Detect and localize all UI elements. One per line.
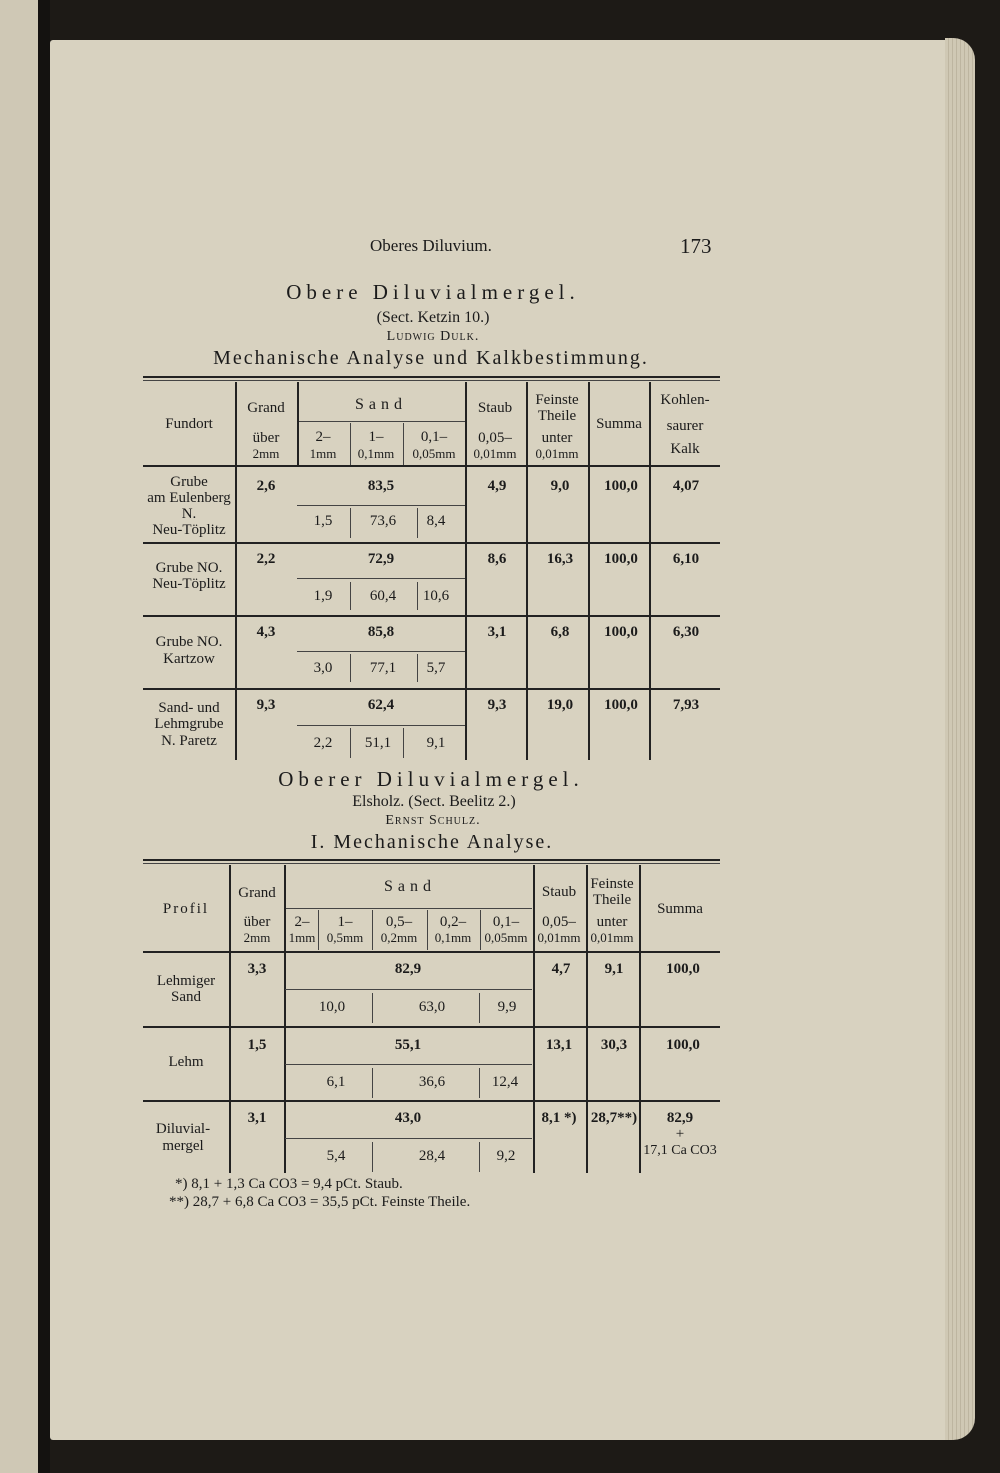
t1-header-sand3: 0,1– (420, 429, 448, 445)
t2-header-profil: Profil (162, 901, 210, 917)
summa-plus: + (675, 1126, 685, 1142)
fundort-line: Grube NO. (155, 634, 223, 650)
feinste-value: 30,3 (600, 1037, 628, 1053)
section2-author: Ernst Schulz. (385, 813, 481, 828)
section1-sect: (Sect. Ketzin 10.) (376, 309, 490, 326)
t2-header-sand5-unit: 0,05mm (484, 930, 528, 945)
sand-fraction: 9,9 (497, 999, 517, 1015)
book-gutter (38, 0, 50, 1473)
staub-value: 13,1 (545, 1037, 573, 1053)
fundort-line: Grube (170, 474, 208, 490)
t1-header-sand: Sand (355, 396, 407, 413)
sand-fraction: 10,6 (422, 588, 450, 604)
grand-value: 3,1 (247, 1110, 267, 1126)
t2-header-sand3-unit: 0,2mm (380, 930, 418, 945)
sand-fraction: 2,2 (313, 735, 333, 751)
sand-fraction: 5,4 (326, 1148, 346, 1164)
t1-header-sand2-unit: 0,1mm (357, 446, 395, 461)
sand-fraction: 51,1 (364, 735, 392, 751)
fundort-line: Lehmgrube (154, 716, 224, 732)
fundort-line: Neu-Töplitz (152, 576, 226, 592)
profil-line: Diluvial- (155, 1121, 211, 1137)
profil-line: Sand (171, 989, 201, 1005)
grand-value: 9,3 (256, 697, 276, 713)
staub-value: 4,7 (551, 961, 571, 977)
summa-value: 82,9 (666, 1110, 694, 1126)
profil-line: Lehmiger (156, 973, 216, 989)
t1-header-summa: Summa (596, 416, 642, 432)
t2-header-staub-sub2: 0,01mm (537, 930, 581, 945)
t2-header-feinste-sub1: unter (596, 914, 628, 930)
kalk-value: 4,07 (672, 478, 700, 494)
page-edges (945, 38, 975, 1440)
t1-header-sand1-unit: 1mm (309, 446, 337, 461)
sand-fraction: 12,4 (491, 1074, 519, 1090)
sand-total: 55,1 (394, 1037, 422, 1053)
summa-value: 100,0 (666, 1037, 700, 1053)
t2-header-sand4-unit: 0,1mm (434, 930, 472, 945)
t2-header-sand5: 0,1– (492, 914, 520, 930)
sand-total: 62,4 (367, 697, 395, 713)
staub-value: 8,1 *) (541, 1110, 577, 1126)
t2-header-grand-sub2: 2mm (243, 930, 271, 945)
t2-header-sand2-unit: 0,5mm (326, 930, 364, 945)
summa-value: 100,0 (666, 961, 700, 977)
kalk-value: 7,93 (672, 697, 700, 713)
t2-header-grand: Grand (238, 885, 276, 901)
t2-header-sand2: 1– (337, 914, 353, 930)
summa-value: 100,0 (604, 697, 638, 713)
fundort-line: Neu-Töplitz (152, 522, 226, 538)
section1-title: Obere Diluvialmergel. (286, 280, 580, 304)
sand-fraction: 28,4 (418, 1148, 446, 1164)
t1-header-saurer: saurer (666, 418, 704, 434)
sand-fraction: 1,5 (313, 513, 333, 529)
t1-header-staub: Staub (477, 400, 513, 416)
section2-title: Oberer Diluvialmergel. (278, 767, 584, 791)
t2-header-sand1: 2– (294, 914, 310, 930)
sand-fraction: 5,7 (426, 660, 446, 676)
t2-header-sand4: 0,2– (439, 914, 467, 930)
sand-total: 83,5 (367, 478, 395, 494)
section1-author: Ludwig Dulk. (386, 329, 480, 344)
t2-header-sand3: 0,5– (385, 914, 413, 930)
grand-value: 1,5 (247, 1037, 267, 1053)
t2-header-feinste: Feinste (590, 876, 634, 892)
profil-line: Lehm (168, 1054, 204, 1070)
footnote-2: **) 28,7 + 6,8 Ca CO3 = 35,5 pCt. Feinste Theile. (169, 1194, 471, 1210)
section1-table-title: Mechanische Analyse und Kalkbestimmung. (213, 347, 649, 369)
feinste-value: 9,0 (550, 478, 570, 494)
t1-header-sand1: 2– (315, 429, 331, 445)
t1-header-feinste-sub1: unter (541, 430, 573, 446)
staub-value: 9,3 (487, 697, 507, 713)
sand-fraction: 9,2 (496, 1148, 516, 1164)
t1-header-grand-sub2: 2mm (252, 446, 280, 461)
t1-header-sand3-unit: 0,05mm (412, 446, 456, 461)
sand-total: 72,9 (367, 551, 395, 567)
t1-header-kohlen: Kohlen- (660, 392, 710, 408)
t1-header-grand: Grand (247, 400, 285, 416)
sand-fraction: 9,1 (426, 735, 446, 751)
t2-header-theile: Theile (592, 892, 632, 908)
staub-value: 3,1 (487, 624, 507, 640)
t2-header-staub-sub1: 0,05– (542, 914, 576, 930)
t1-header-feinste: Feinste (535, 392, 579, 408)
sand-fraction: 73,6 (369, 513, 397, 529)
staub-value: 4,9 (487, 478, 507, 494)
section2-sect: Elsholz. (Sect. Beelitz 2.) (352, 793, 516, 810)
summa-caco3: 17,1 Ca CO3 (643, 1143, 717, 1158)
sand-total: 43,0 (394, 1110, 422, 1126)
grand-value: 2,6 (256, 478, 276, 494)
fundort-line: Grube NO. (155, 560, 223, 576)
t1-header-sand2: 1– (368, 429, 384, 445)
left-page-edge (0, 0, 38, 1473)
staub-value: 8,6 (487, 551, 507, 567)
page-number: 173 (680, 234, 712, 258)
kalk-value: 6,30 (672, 624, 700, 640)
t2-header-summa: Summa (657, 901, 703, 917)
sand-fraction: 6,1 (326, 1074, 346, 1090)
grand-value: 2,2 (256, 551, 276, 567)
summa-value: 100,0 (604, 478, 638, 494)
t1-header-fundort: Fundort (165, 416, 213, 432)
sand-fraction: 36,6 (418, 1074, 446, 1090)
running-title: Oberes Diluvium. (370, 236, 492, 255)
summa-value: 100,0 (604, 624, 638, 640)
feinste-value: 19,0 (546, 697, 574, 713)
summa-value: 100,0 (604, 551, 638, 567)
sand-fraction: 60,4 (369, 588, 397, 604)
kalk-value: 6,10 (672, 551, 700, 567)
section2-table-title: I. Mechanische Analyse. (310, 831, 554, 853)
feinste-value: 9,1 (604, 961, 624, 977)
sand-total: 85,8 (367, 624, 395, 640)
feinste-value: 28,7**) (590, 1110, 638, 1126)
sand-fraction: 10,0 (318, 999, 346, 1015)
fundort-line: N. Paretz (161, 733, 217, 749)
t2-header-staub: Staub (541, 884, 577, 900)
sand-fraction: 77,1 (369, 660, 397, 676)
sand-fraction: 8,4 (426, 513, 446, 529)
footnote-1: *) 8,1 + 1,3 Ca CO3 = 9,4 pCt. Staub. (175, 1176, 403, 1192)
t1-header-staub-sub2: 0,01mm (473, 446, 517, 461)
sand-fraction: 63,0 (418, 999, 446, 1015)
sand-fraction: 3,0 (313, 660, 333, 676)
grand-value: 4,3 (256, 624, 276, 640)
t2-header-sand1-unit: 1mm (288, 930, 316, 945)
t1-header-kalk: Kalk (670, 441, 700, 457)
t1-header-grand-sub1: über (252, 430, 280, 446)
t2-header-sand: Sand (384, 878, 436, 895)
profil-line: mergel (162, 1138, 204, 1154)
t1-header-theile: Theile (537, 408, 577, 424)
sand-total: 82,9 (394, 961, 422, 977)
feinste-value: 6,8 (550, 624, 570, 640)
t1-header-feinste-sub2: 0,01mm (535, 446, 579, 461)
fundort-line: N. (181, 506, 197, 522)
fundort-line: Kartzow (163, 651, 215, 667)
fundort-line: Sand- und (158, 700, 220, 716)
grand-value: 3,3 (247, 961, 267, 977)
t2-header-grand-sub1: über (243, 914, 271, 930)
fundort-line: am Eulenberg (147, 490, 231, 506)
sand-fraction: 1,9 (313, 588, 333, 604)
t2-header-feinste-sub2: 0,01mm (590, 930, 634, 945)
feinste-value: 16,3 (546, 551, 574, 567)
t1-header-staub-sub1: 0,05– (478, 430, 512, 446)
